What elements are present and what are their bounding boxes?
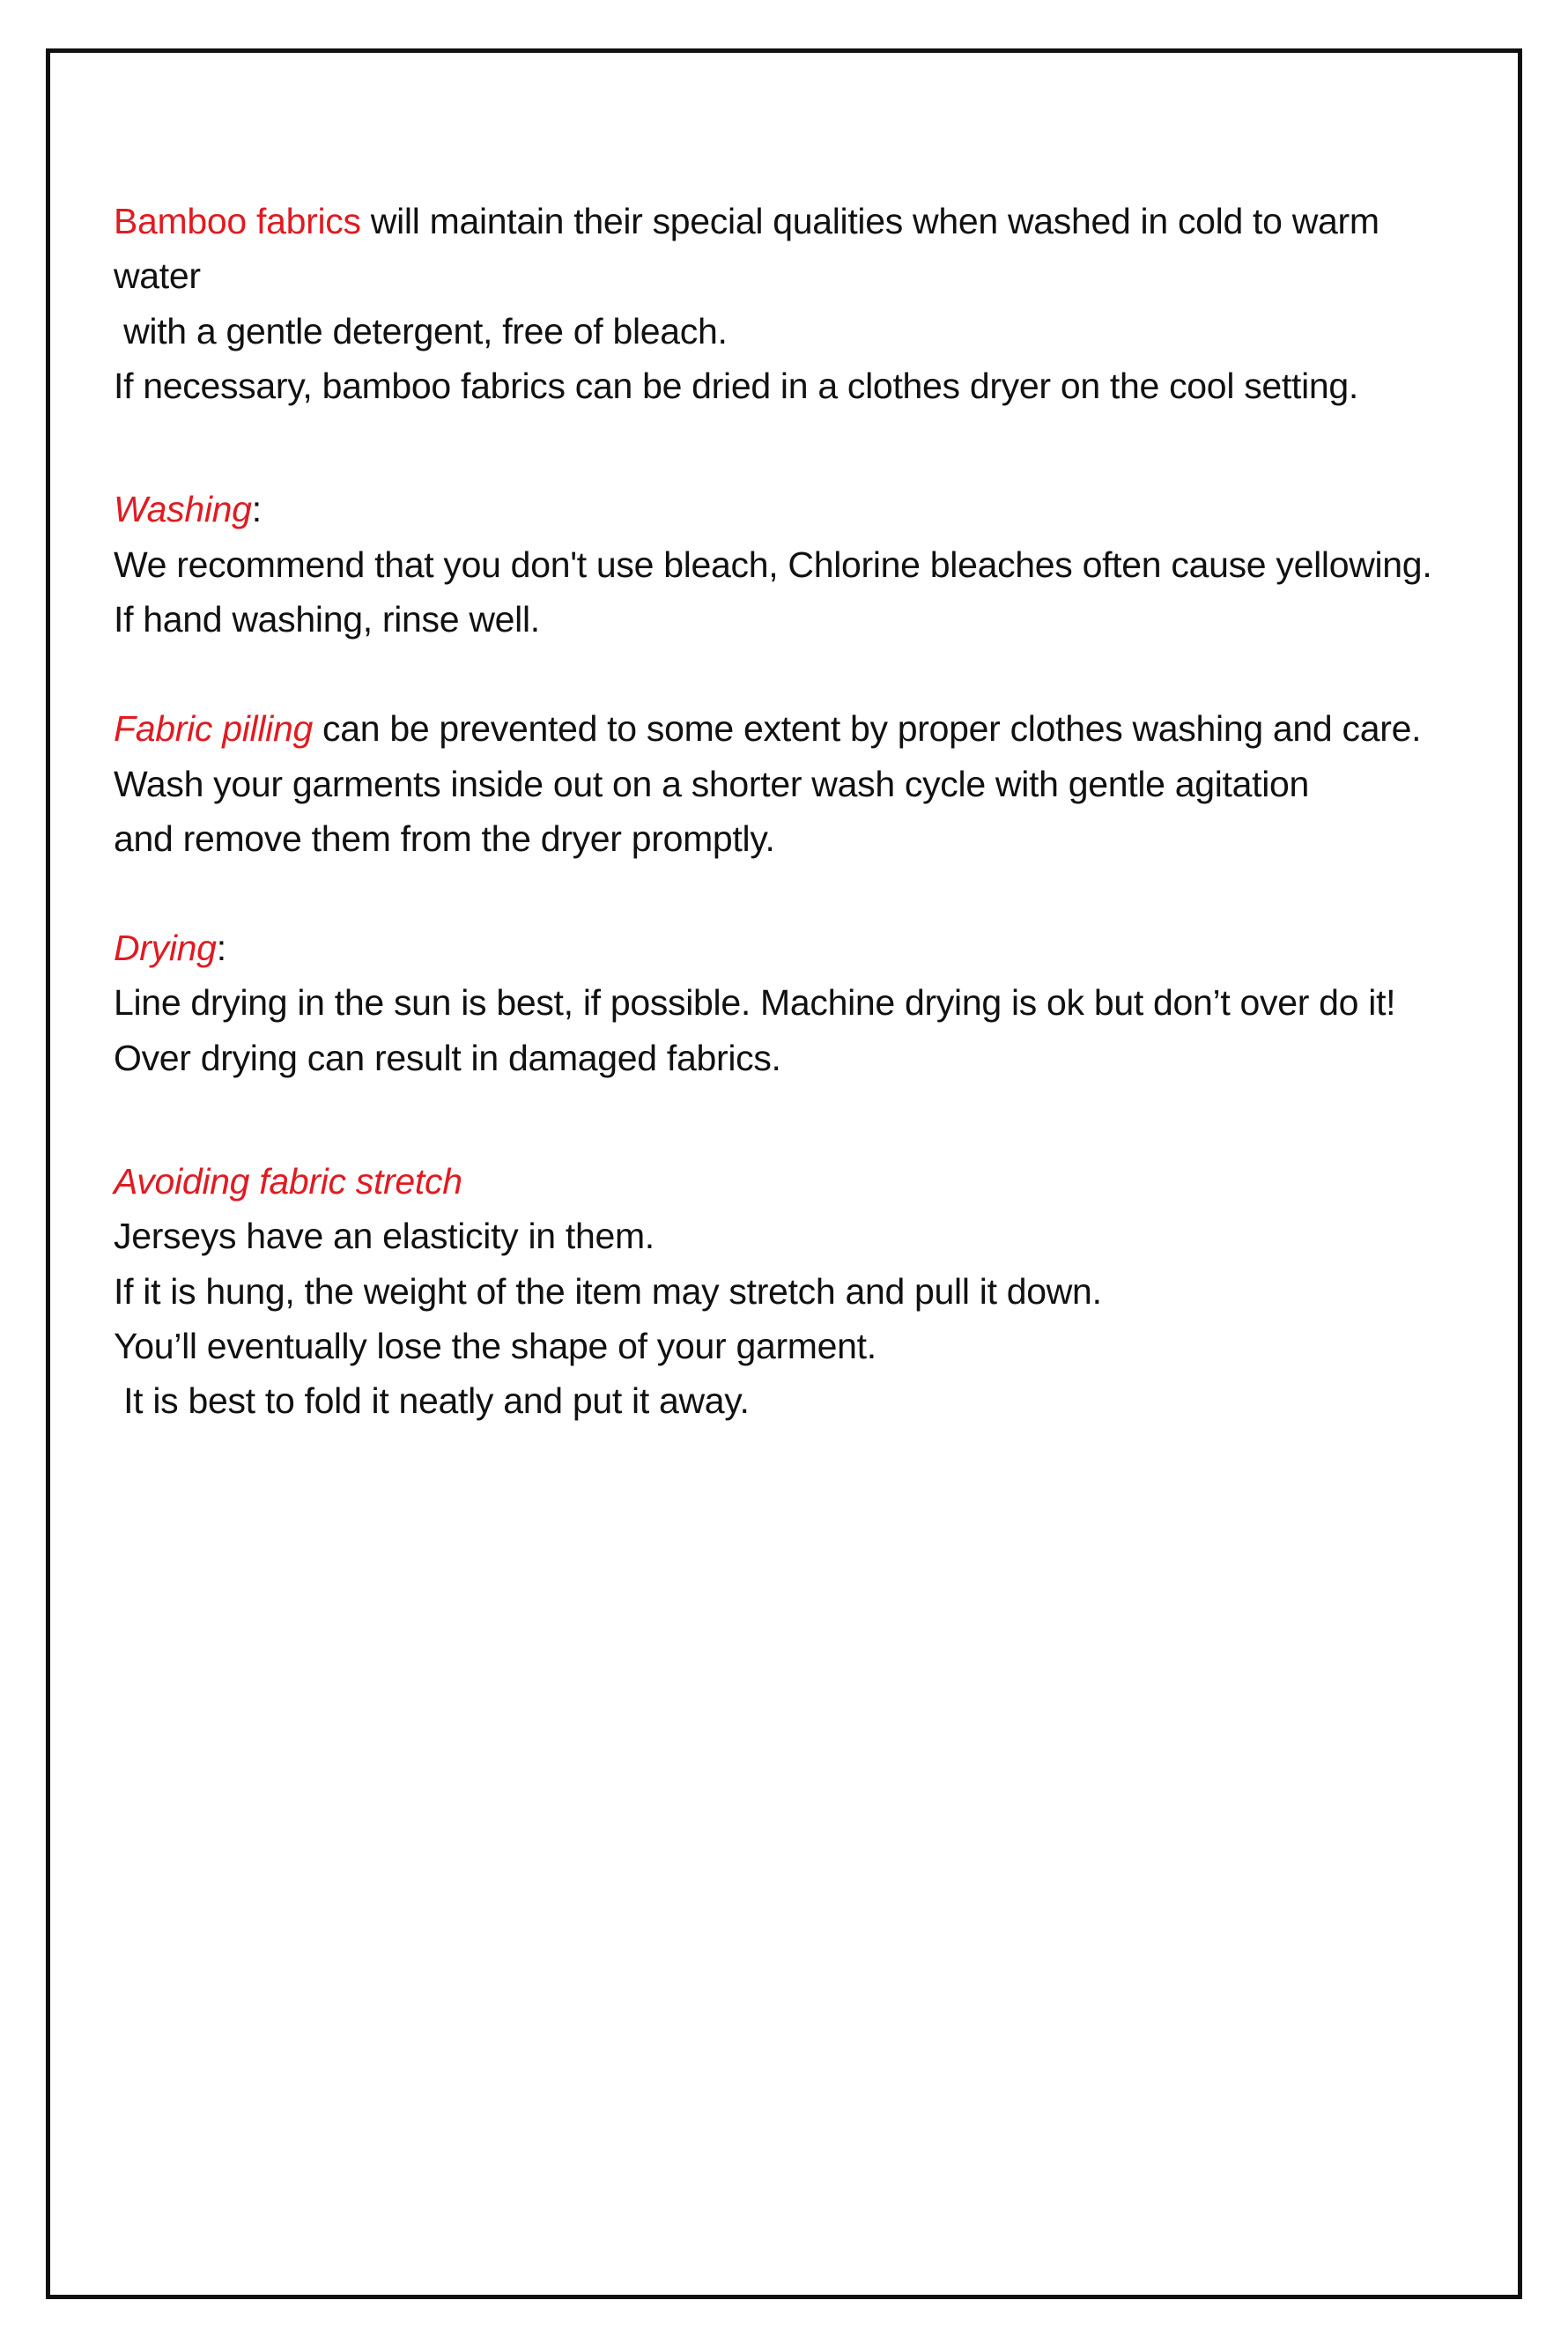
- text-line: [114, 1209, 1447, 1263]
- paragraph-spacer: [114, 866, 1447, 921]
- heading-drying-colon: :: [216, 928, 226, 969]
- paragraph-spacer: [114, 1085, 1447, 1154]
- stretch-line-4: It is best to fold it neatly and put it away.: [114, 1380, 750, 1422]
- paragraph-drying: [114, 921, 1447, 1085]
- document-border-frame: [46, 48, 1522, 2299]
- fabric-pilling-line-1: can be prevented to some extent by proper clothes washing and care.: [312, 708, 1422, 750]
- paragraph-intro: [114, 194, 1447, 413]
- stretch-line-3: You’ll eventually lose the shape of your garment.: [114, 1326, 876, 1366]
- paragraph-spacer: [114, 647, 1447, 701]
- text-line: [114, 359, 1447, 413]
- text-line: [114, 1264, 1447, 1319]
- text-line: [114, 1319, 1447, 1373]
- intro-red-lead: Bamboo fabrics: [114, 201, 361, 241]
- text-line: [114, 194, 1447, 304]
- text-line: [114, 1373, 1447, 1428]
- heading-washing: Washing: [114, 489, 252, 530]
- heading-avoiding-fabric-stretch: Avoiding fabric stretch: [114, 1161, 462, 1202]
- intro-line-2: with a gentle detergent, free of bleach.: [114, 310, 728, 351]
- intro-line-1: will maintain their special qualities when washed in cold to warm water: [114, 201, 1389, 297]
- text-line: [114, 1154, 1447, 1209]
- paragraph-spacer: [114, 413, 1447, 482]
- text-line: [114, 537, 1447, 592]
- fabric-pilling-line-3: and remove them from the dryer promptly.: [114, 817, 775, 859]
- care-instructions-body: [114, 194, 1447, 1429]
- text-line: [114, 482, 1447, 536]
- text-line: [114, 1031, 1447, 1085]
- drying-line-2: Over drying can result in damaged fabrics.: [114, 1037, 781, 1078]
- text-line: [114, 921, 1447, 975]
- text-line: [114, 592, 1447, 647]
- paragraph-washing: [114, 482, 1447, 647]
- text-line: [114, 811, 1447, 866]
- text-line: [114, 975, 1447, 1030]
- paragraph-avoiding-fabric-stretch: [114, 1154, 1447, 1429]
- drying-line-1: Line drying in the sun is best, if possible. Machine drying is ok but don’t over do it!: [114, 982, 1396, 1024]
- washing-line-2: If hand washing, rinse well.: [114, 598, 540, 640]
- washing-line-1: We recommend that you don't use bleach, Chlorine bleaches often cause yellowing.: [114, 544, 1432, 585]
- heading-washing-colon: :: [251, 489, 262, 530]
- paragraph-fabric-pilling: [114, 701, 1447, 866]
- text-line: [114, 757, 1447, 811]
- intro-line-3: If necessary, bamboo fabrics can be dried in a clothes dryer on the cool setting.: [114, 365, 1359, 406]
- heading-fabric-pilling: Fabric pilling: [114, 708, 313, 750]
- text-line: [114, 701, 1447, 756]
- fabric-pilling-line-2: Wash your garments inside out on a shorter wash cycle with gentle agitation: [114, 763, 1310, 804]
- stretch-line-2: If it is hung, the weight of the item may stretch and pull it down.: [114, 1270, 1102, 1312]
- stretch-line-1: Jerseys have an elasticity in them.: [114, 1216, 655, 1257]
- text-line: [114, 304, 1447, 359]
- heading-drying: Drying: [114, 928, 217, 969]
